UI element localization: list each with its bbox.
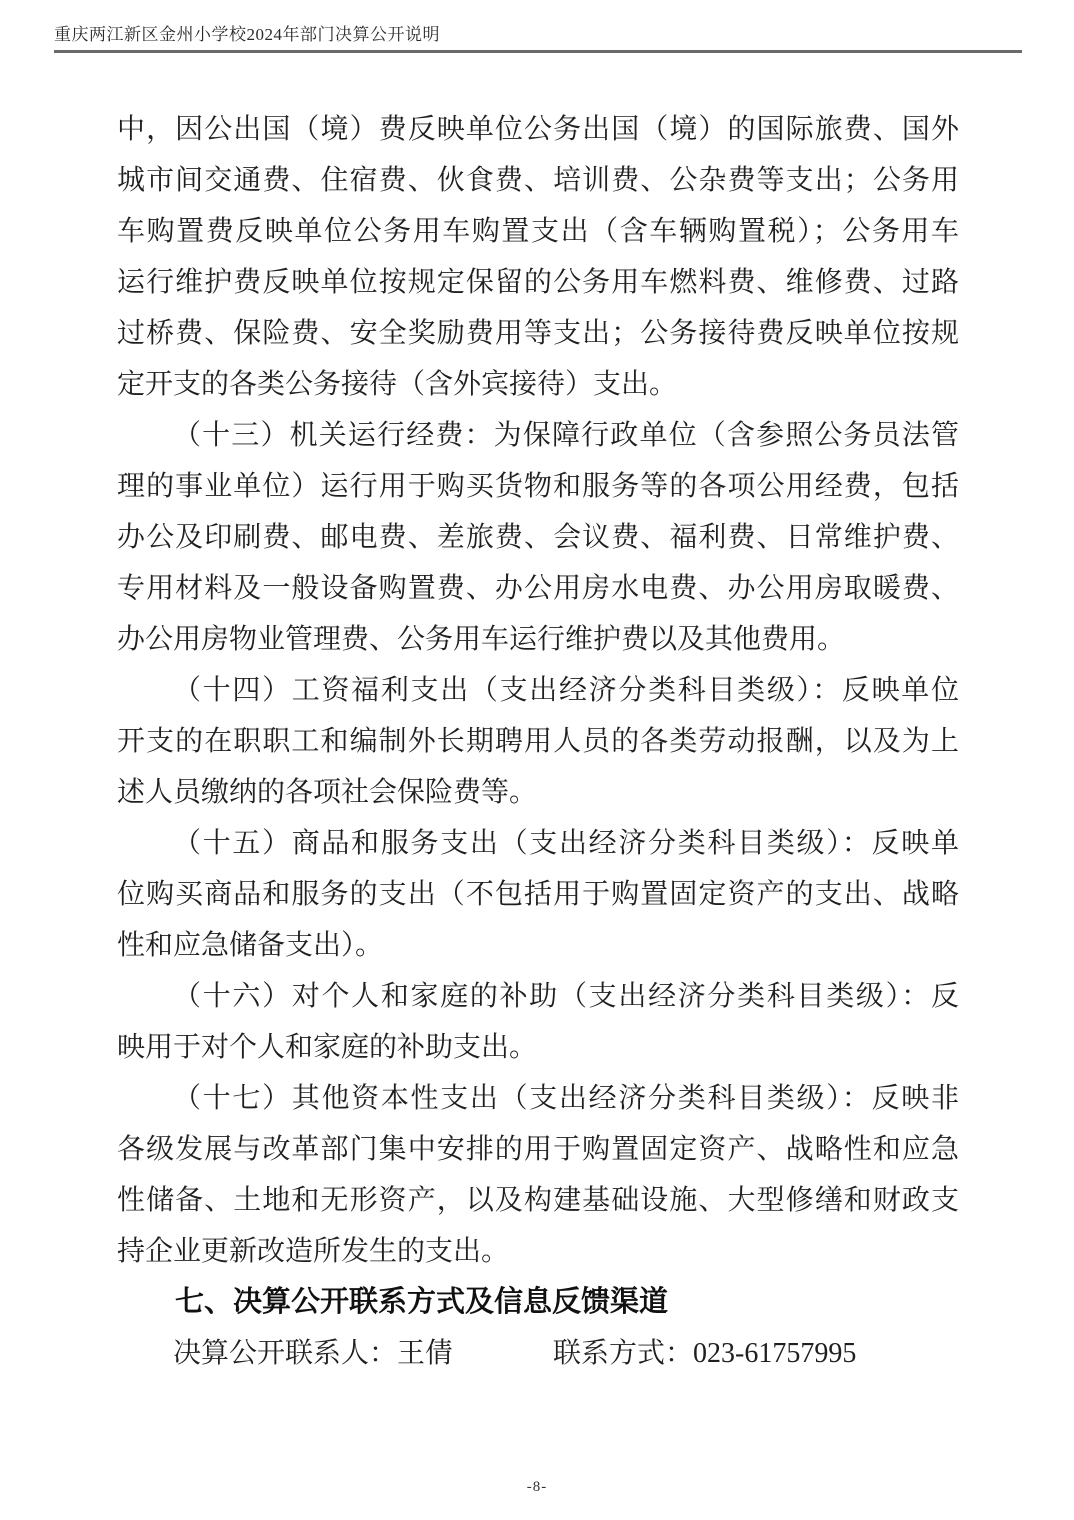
text-line: 位购买商品和服务的支出（不包括用于购置固定资产的支出、战略 [117, 879, 959, 910]
contact-phone: 023-61757995 [693, 1338, 857, 1369]
text-line: （十六）对个人和家庭的补助（支出经济分类科目类级）：反 [173, 981, 959, 1012]
page-footer [0, 1478, 1074, 1496]
text-line: （十三）机关运行经费：为保障行政单位（含参照公务员法管 [173, 420, 959, 451]
contact-line [117, 1328, 959, 1379]
text-line: 城市间交通费、住宿费、伙食费、培训费、公杂费等支出；公务用 [117, 165, 959, 196]
text-line: 车购置费反映单位公务用车购置支出（含车辆购置税）；公务用车 [117, 216, 959, 247]
text-line: 性储备、土地和无形资产，以及构建基础设施、大型修缮和财政支 [117, 1185, 959, 1216]
text-line: 办公及印刷费、邮电费、差旅费、会议费、福利费、日常维护费、 [117, 522, 959, 553]
text-line: （十四）工资福利支出（支出经济分类科目类级）：反映单位 [173, 675, 959, 706]
text-line: 办公用房物业管理费、公务用车运行维护费以及其他费用。 [117, 624, 846, 655]
text-line: 各级发展与改革部门集中安排的用于购置固定资产、战略性和应急 [117, 1134, 959, 1165]
text-line: 过桥费、保险费、安全奖励费用等支出；公务接待费反映单位按规 [117, 318, 959, 349]
page-number: -8- [526, 1479, 548, 1495]
header-title: 重庆两江新区金州小学校2024年部门决算公开说明 [54, 25, 440, 44]
text-line: 开支的在职职工和编制外长期聘用人员的各类劳动报酬，以及为上 [117, 726, 959, 757]
text-line: 定开支的各类公务接待（含外宾接待）支出。 [117, 369, 678, 400]
text-line: 理的事业单位）运行用于购买货物和服务等的各项公用经费，包括 [117, 471, 959, 502]
text-line: （十七）其他资本性支出（支出经济分类科目类级）：反映非 [173, 1083, 959, 1114]
text-line: 中，因公出国（境）费反映单位公务出国（境）的国际旅费、国外 [117, 114, 959, 145]
contact-person-label: 决算公开联系人： [173, 1338, 398, 1369]
header-rule [54, 50, 1022, 53]
section-heading: 七、决算公开联系方式及信息反馈渠道 [175, 1286, 669, 1318]
paragraph-list [117, 104, 959, 1277]
text-line: 述人员缴纳的各项社会保险费等。 [117, 777, 538, 808]
contact-method-label: 联系方式： [553, 1338, 694, 1369]
document-body [117, 104, 959, 1379]
text-line: 映用于对个人和家庭的补助支出。 [117, 1032, 538, 1063]
text-line: （十五）商品和服务支出（支出经济分类科目类级）：反映单 [173, 828, 959, 859]
page-header [54, 24, 1022, 53]
text-line: 性和应急储备支出）。 [117, 930, 384, 961]
text-line: 持企业更新改造所发生的支出。 [117, 1236, 510, 1267]
text-line: 专用材料及一般设备购置费、办公用房水电费、办公用房取暖费、 [117, 573, 959, 604]
contact-person-name: 王倩 [397, 1338, 454, 1369]
text-line: 运行维护费反映单位按规定保留的公务用车燃料费、维修费、过路 [117, 267, 959, 298]
